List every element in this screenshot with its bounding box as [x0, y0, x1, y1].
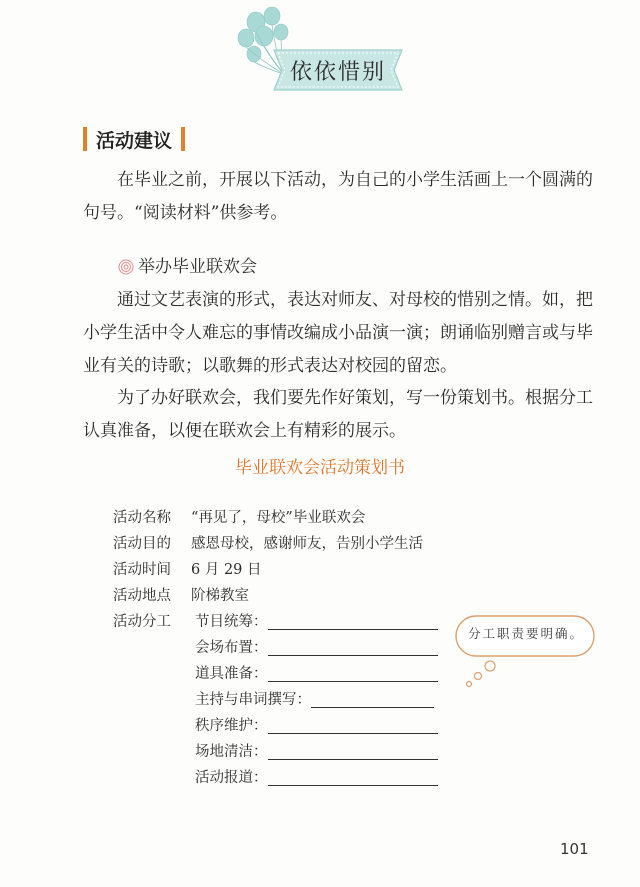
chapter-title: 依依惜别	[289, 59, 386, 85]
spiral-bullet-icon	[118, 259, 134, 275]
section-heading-text: 活动建议	[96, 129, 173, 152]
plan-row-key: 活动名称	[113, 510, 171, 526]
activity-paragraph-2: 为了办好联欢会，我们要先作好策划，写一份策划书。根据分工认真准备，以便在联欢会上有精彩的展示。	[83, 388, 593, 441]
plan-row-key: 活动地点	[113, 588, 171, 604]
role-blank[interactable]	[268, 719, 438, 734]
role-blank[interactable]	[311, 693, 434, 708]
page-number: 101	[560, 840, 589, 858]
plan-row-value: “再见了，母校”毕业联欢会	[191, 510, 366, 526]
heading-bar-right	[181, 127, 185, 151]
plan-title: 毕业联欢会活动策划书	[235, 458, 405, 478]
plan-row-key: 活动时间	[113, 562, 171, 578]
plan-row	[113, 609, 191, 635]
plan-row-key: 活动目的	[113, 536, 171, 552]
role-label: 主持与串词撰写：	[195, 692, 311, 708]
role-blank[interactable]	[268, 745, 438, 760]
plan-row-key: 活动分工	[113, 614, 171, 630]
role-item	[195, 609, 438, 635]
role-label: 场地清洁：	[195, 744, 268, 760]
plan-row	[113, 505, 365, 531]
role-item	[195, 739, 438, 765]
role-label: 活动报道：	[195, 770, 268, 786]
role-blank[interactable]	[268, 615, 438, 630]
role-label: 节目统筹：	[195, 614, 268, 630]
role-item	[195, 687, 434, 713]
role-blank[interactable]	[268, 771, 438, 786]
activity-heading-text: 举办毕业联欢会	[138, 257, 257, 277]
role-blank[interactable]	[268, 641, 438, 656]
role-label: 道具准备：	[195, 666, 268, 682]
plan-row-value: 6 月 29 日	[191, 562, 262, 578]
role-label: 秩序维护：	[195, 718, 268, 734]
plan-row-value: 感恩母校，感谢师友，告别小学生活	[191, 536, 423, 552]
activity-heading	[118, 253, 257, 281]
role-blank[interactable]	[268, 667, 438, 682]
role-item	[195, 713, 438, 739]
section-heading	[83, 124, 185, 154]
plan-row	[113, 557, 262, 583]
role-label: 会场布置：	[195, 640, 268, 656]
intro-paragraph: 在毕业之前，开展以下活动，为自己的小学生活画上一个圆满的句号。“阅读材料”供参考。	[83, 170, 593, 223]
plan-row	[113, 583, 249, 609]
plan-row	[113, 531, 423, 557]
tip-text: 分工职责要明确。	[467, 626, 584, 641]
role-item	[195, 765, 438, 791]
role-item	[195, 661, 438, 687]
activity-paragraph-1: 通过文艺表演的形式，表达对师友、对母校的惜别之情。如，把小学生活中令人难忘的事情改编成小品演一演；朗诵临别赠言或与毕业有关的诗歌；以歌舞的形式表达对校园的留恋。	[83, 290, 593, 376]
role-item	[195, 635, 438, 661]
plan-row-value: 阶梯教室	[191, 588, 249, 604]
